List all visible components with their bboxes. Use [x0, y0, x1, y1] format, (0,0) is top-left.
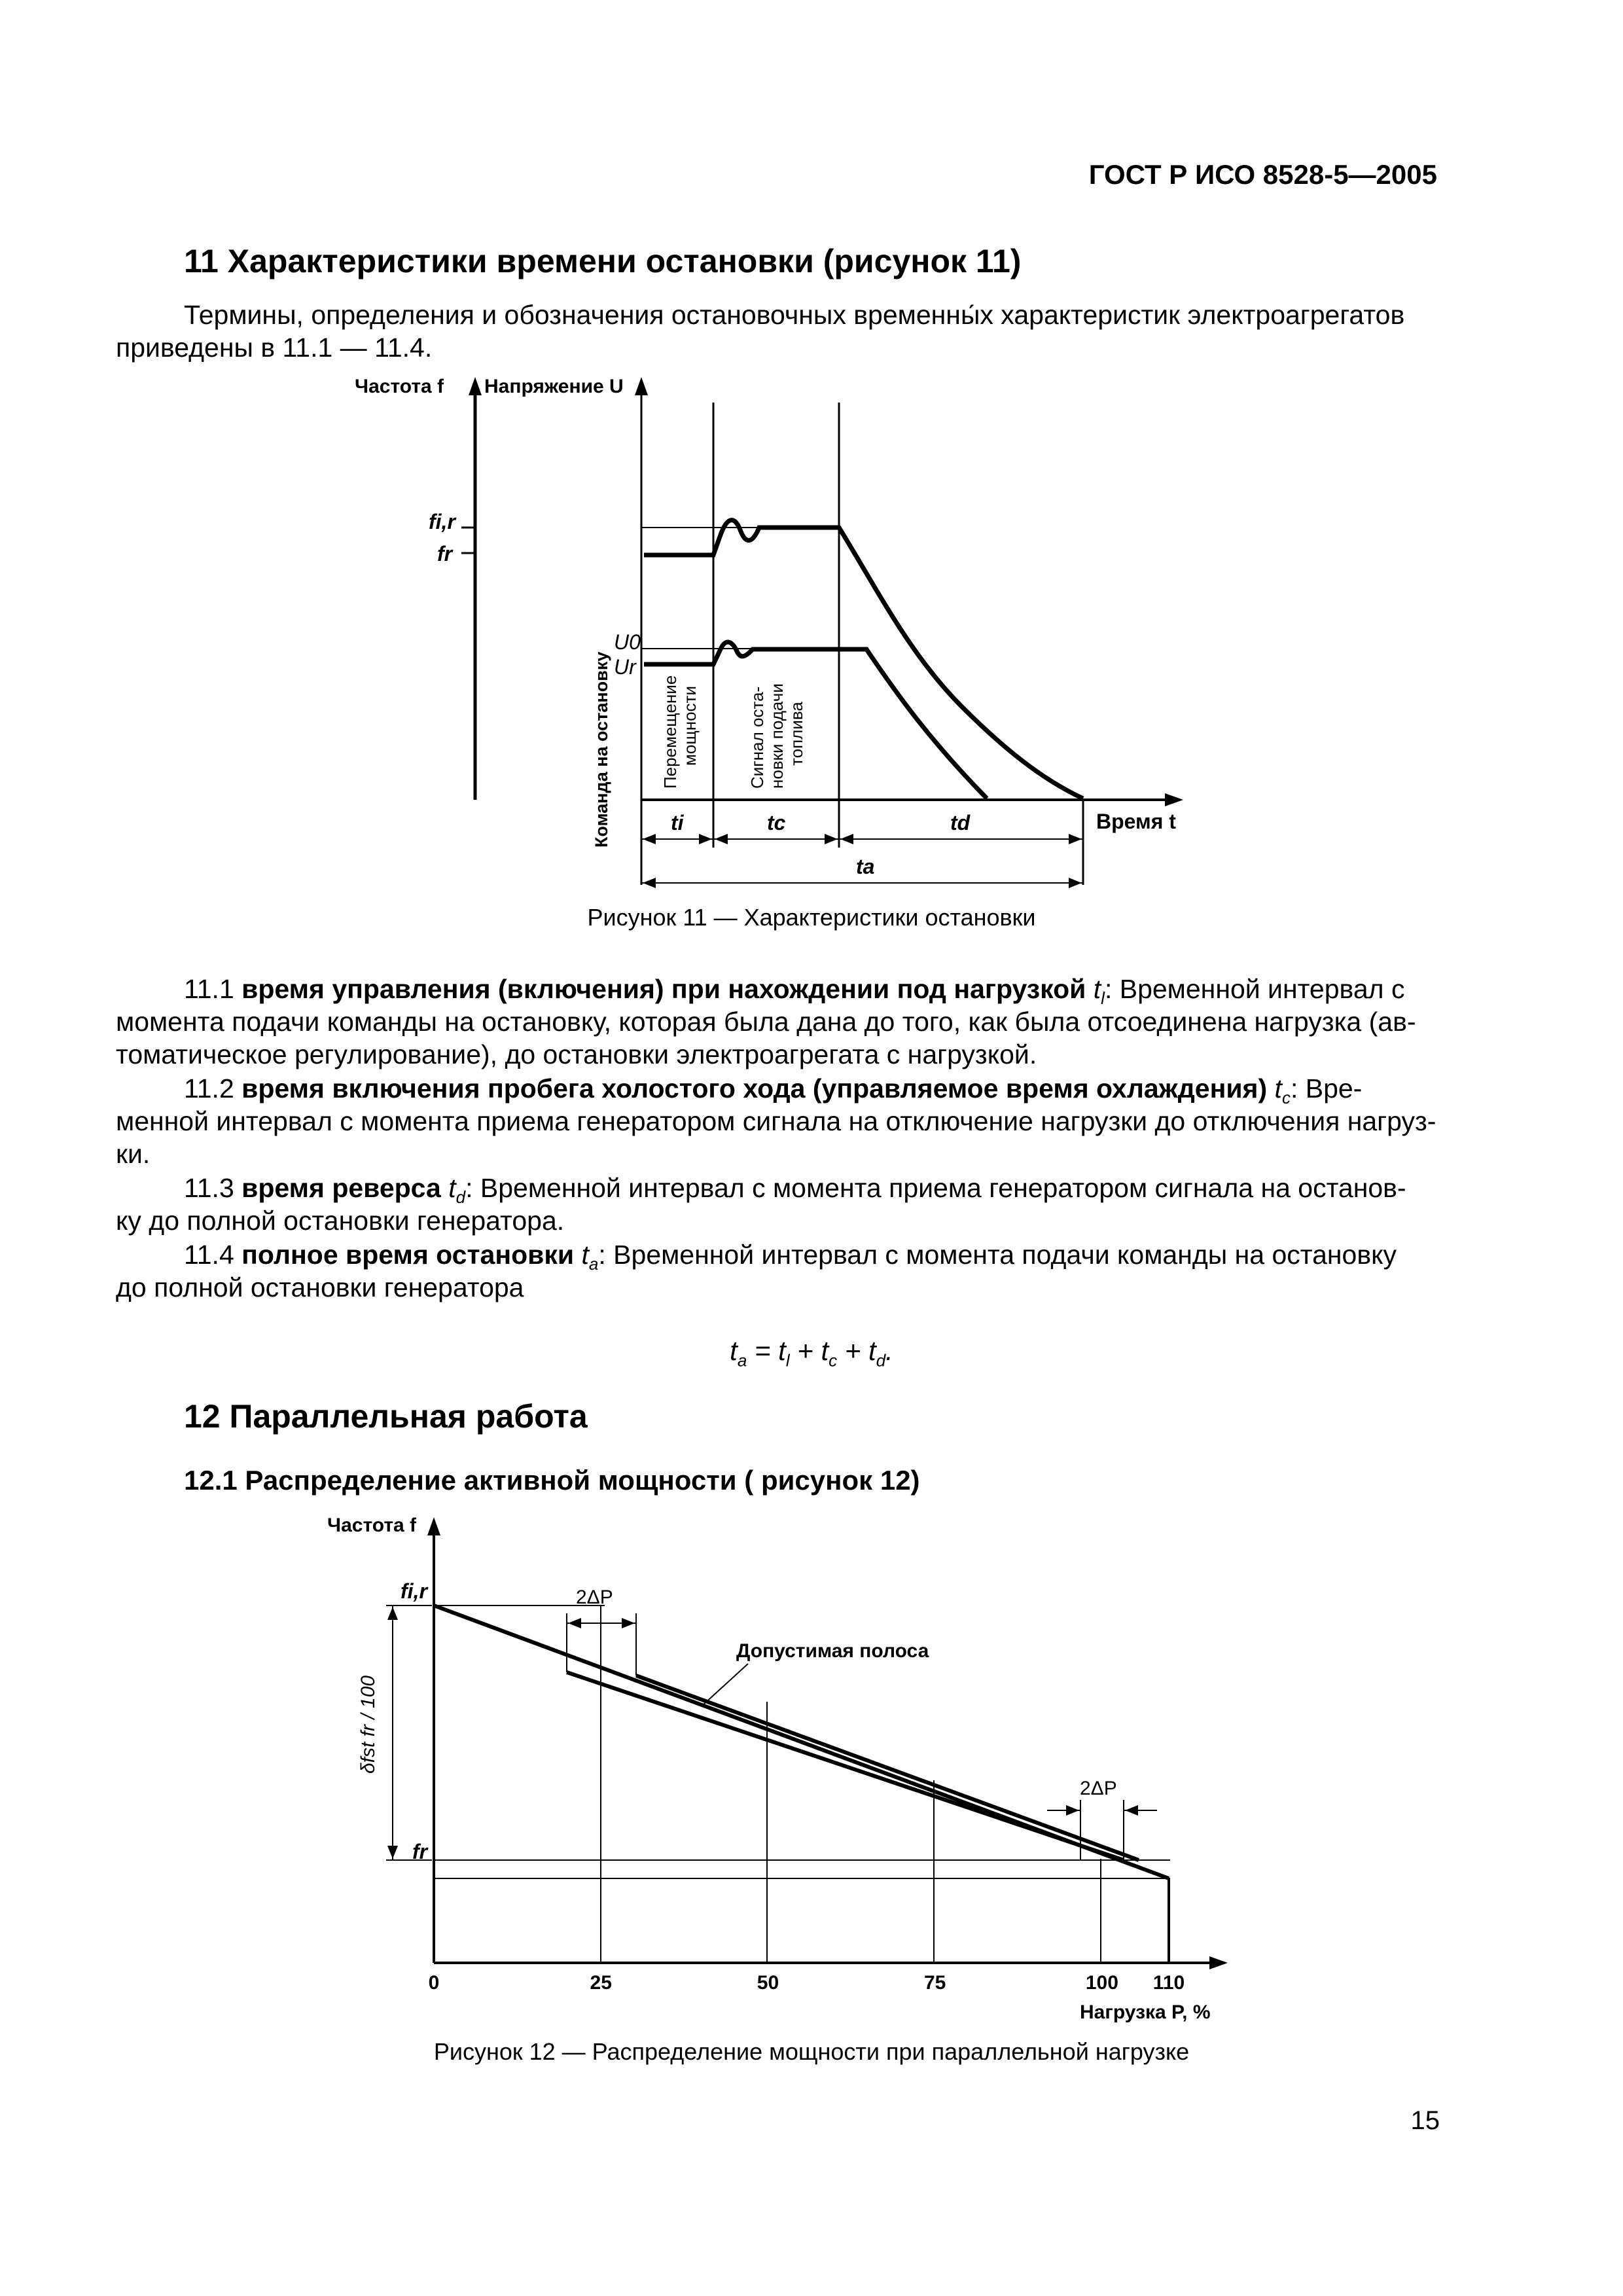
- item-11-2-line2: менной интервал с момента приема генератором сигнала на отключение нагрузки до отключения нагруз-: [116, 1106, 1436, 1136]
- item-symbol-sub: l: [1101, 988, 1105, 1009]
- item-symbol-sub: a: [588, 1254, 599, 1274]
- item-11-2-line3: ки.: [116, 1139, 151, 1169]
- section-11-title: 11 Характеристики времени остановки (рисунок 11): [184, 243, 1022, 279]
- label-delta: δfst fr / 100: [357, 1675, 379, 1774]
- x-tick-label: 25: [590, 1972, 612, 1994]
- label-time: Время t: [1096, 810, 1176, 833]
- label-frequency: Частота f: [327, 1515, 417, 1536]
- item-symbol: t: [1093, 974, 1101, 1004]
- item-11-3: 11.3 время реверса $t_d$: Временной интервал с момента приема генератором сигнала на останов-: [184, 1173, 1406, 1208]
- label-frequency: Частота f: [355, 376, 444, 397]
- label-tc: tc: [767, 811, 786, 834]
- label-u0: U0: [614, 630, 641, 654]
- item-symbol: t: [1274, 1073, 1282, 1103]
- label-load: Нагрузка P, %: [1080, 2001, 1211, 2023]
- item-symbol-sub: d: [455, 1187, 466, 1208]
- section-12-1-title: 12.1 Распределение активной мощности ( рисунок 12): [184, 1465, 920, 1496]
- label-stop-command: Команда на остановку: [592, 651, 611, 848]
- x-tick-label: 100: [1085, 1972, 1118, 1994]
- formula-term: t: [778, 1335, 786, 1366]
- band-lower-line: [567, 1672, 1124, 1860]
- frequency-axis-arrow: [427, 1517, 440, 1535]
- label-power-transfer-2: мощности: [680, 686, 700, 766]
- label-fr: fr: [437, 542, 453, 565]
- item-number: 11.1: [184, 974, 234, 1004]
- x-tick-label: 50: [757, 1972, 779, 1994]
- dp-bottom-arrows: [1066, 1805, 1138, 1816]
- label-fir: fi,r: [401, 1579, 427, 1603]
- band-leader: [703, 1664, 748, 1705]
- figure-11-caption: Рисунок 11 — Характеристики остановки: [587, 904, 1036, 931]
- voltage-axis-arrow: [635, 377, 648, 395]
- item-11-4: 11.4 полное время остановки $t_a$: Временной интервал с момента подачи команды на остановку: [184, 1240, 1397, 1274]
- item-text: Вре-: [1305, 1073, 1363, 1103]
- item-11-3-line2: ку до полной остановки генератора.: [116, 1206, 565, 1236]
- band-upper-line: [636, 1676, 1139, 1860]
- item-term: время включения пробега холостого хода (управляемое время охлаждения): [241, 1073, 1268, 1103]
- x-tick-label: 110: [1152, 1972, 1185, 1994]
- item-term: полное время остановки: [241, 1240, 575, 1270]
- label-ur: Ur: [614, 655, 636, 679]
- section-11-intro-line1: Термины, определения и обозначения остановочных временны́х характеристик электроагрегатов: [184, 300, 1405, 330]
- formula-sub: d: [876, 1350, 886, 1371]
- section-11-intro-line2: приведены в 11.1 — 11.4.: [116, 332, 433, 363]
- item-text: Временной интервал с момента подачи команды на остановку: [613, 1240, 1397, 1270]
- formula-term: t: [821, 1335, 829, 1366]
- item-text: Временной интервал с: [1119, 974, 1405, 1004]
- frequency-axis-arrow: [469, 377, 482, 395]
- x-tick-labels: [429, 1972, 1185, 1994]
- item-number: 11.4: [184, 1240, 234, 1270]
- item-number: 11.3: [184, 1173, 234, 1203]
- label-ta: ta: [856, 855, 875, 878]
- item-number: 11.2: [184, 1073, 234, 1103]
- item-11-1: 11.1 время управления (включения) при нахождении под нагрузкой $t_l$: Временной интервал с: [184, 974, 1405, 1009]
- label-td: td: [950, 811, 971, 834]
- item-symbol-sub: c: [1281, 1088, 1291, 1108]
- label-fir: fi,r: [429, 510, 455, 533]
- total-stop-time-formula: $t_a = t_l + t_c + t_d$.: [730, 1335, 893, 1371]
- label-ti: ti: [671, 811, 684, 834]
- formula-sub: c: [829, 1350, 838, 1371]
- figure-11-stop-characteristics: [0, 0, 1623, 982]
- frequency-curve: [644, 520, 1083, 798]
- item-term: время управления (включения) при нахождении под нагрузкой: [241, 974, 1086, 1004]
- section-12-title: 12 Параллельная работа: [184, 1398, 588, 1435]
- label-power-transfer-1: Перемещение: [660, 675, 680, 789]
- figure-12-caption: Рисунок 12 — Распределение мощности при параллельной нагрузке: [433, 2038, 1190, 2065]
- item-text: Временной интервал с момента приема генератором сигнала на останов-: [480, 1173, 1406, 1203]
- label-2dp-top: 2ΔP: [576, 1587, 613, 1608]
- item-11-1-line2: момента подачи команды на остановку, которая была дана до того, как была отсоединена нагрузка (ав-: [116, 1007, 1416, 1037]
- label-fr: fr: [412, 1840, 428, 1863]
- item-11-1-line3: томатическое регулирование), до остановки электроагрегата с нагрузкой.: [116, 1039, 1037, 1069]
- item-symbol: t: [581, 1240, 589, 1270]
- label-fuel-stop-1: Сигнал оста-: [747, 686, 767, 789]
- page-number: 15: [1410, 2106, 1440, 2135]
- item-11-4-line2: до полной остановки генератора: [116, 1272, 524, 1302]
- load-axis-arrow: [1209, 1956, 1228, 1969]
- x-tick-label: 0: [428, 1972, 440, 1994]
- item-term: время реверса: [241, 1173, 441, 1203]
- label-2dp-bottom: 2ΔP: [1080, 1778, 1117, 1799]
- label-allowed-band: Допустимая полоса: [736, 1640, 929, 1662]
- formula-sub: l: [785, 1350, 790, 1371]
- label-fuel-stop-3: топлива: [787, 702, 806, 766]
- label-fuel-stop-2: новки подачи: [767, 683, 787, 789]
- x-tick-label: 75: [923, 1972, 946, 1994]
- time-axis-arrow: [1165, 793, 1183, 806]
- item-11-2: 11.2 время включения пробега холостого хода (управляемое время охлаждения) $t_c$: Вре-: [184, 1073, 1363, 1108]
- figure-12-power-distribution: [0, 1492, 1623, 2029]
- formula-term: t: [730, 1335, 738, 1366]
- label-voltage: Напряжение U: [484, 376, 624, 397]
- formula-term: t: [868, 1335, 876, 1366]
- formula-sub: a: [737, 1350, 747, 1371]
- item-symbol: t: [448, 1173, 456, 1203]
- document-id: ГОСТ Р ИСО 8528-5—2005: [1088, 159, 1437, 190]
